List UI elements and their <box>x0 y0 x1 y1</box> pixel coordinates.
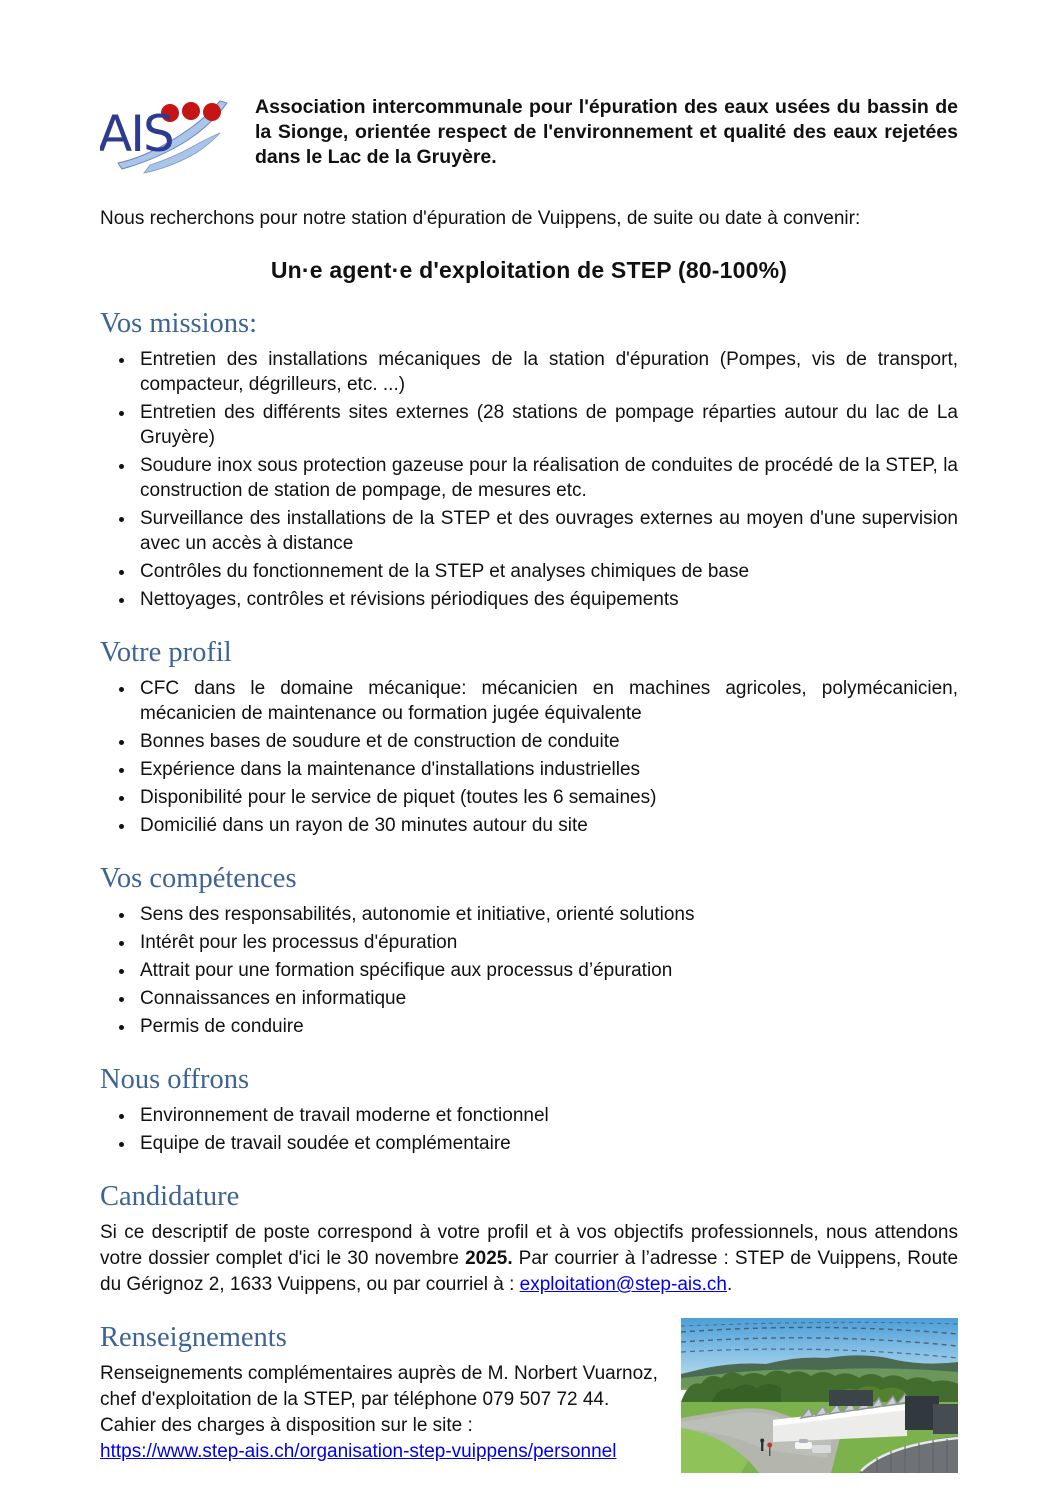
ais-logo <box>100 95 232 175</box>
logo-dot <box>203 103 221 121</box>
candidature-text-after: . <box>726 1274 733 1295</box>
section-heading-offrons: Nous offrons <box>100 1064 250 1095</box>
renseignements-line2: Cahier des charges à disposition sur le site : <box>100 1415 473 1436</box>
bullet-item: • Contrôles du fonctionnement de la STEP et analyses chimiques de base <box>136 559 958 584</box>
bullet-item: • Intérêt pour les processus d'épuration <box>136 930 958 955</box>
ais-logo-graphic <box>100 95 232 175</box>
bullet-item: • Entretien des installations mécaniques de la station d'épuration (Pompes, vis de transport, compacteur, dégrilleurs, etc. ...) <box>136 347 958 397</box>
header <box>100 95 958 175</box>
section-heading-renseignements: Renseignements <box>100 1322 287 1353</box>
section-heading-profil: Votre profil <box>100 637 232 668</box>
association-tagline: Association intercommunale pour l'épuration des eaux usées du bassin de la Sionge, orientée respect de l'environnement et qualité des eaux rejetées dans le Lac de la Gruyère. <box>255 96 958 168</box>
candidature-paragraph <box>100 1220 958 1298</box>
competences-list <box>100 902 958 1039</box>
bullet-item: • Expérience dans la maintenance d'installations industrielles <box>136 757 958 782</box>
bullet-item: • Attrait pour une formation spécifique aux processus d’épuration <box>136 958 958 983</box>
renseignements-column <box>100 1322 678 1473</box>
bullet-item: • Equipe de travail soudée et complémentaire <box>136 1131 958 1156</box>
bullet-item: • Connaissances en informatique <box>136 986 958 1011</box>
logo-text: AIS <box>100 105 173 163</box>
bullet-item: • Surveillance des installations de la STEP et des ouvrages externes au moyen d'une supervision avec un accès à distance <box>136 506 958 556</box>
email-link[interactable]: exploitation@step-ais.ch <box>519 1274 727 1295</box>
site-url-link[interactable]: https://www.step-ais.ch/organisation-step-vuippens/personnel <box>100 1441 617 1462</box>
step-plant-photo <box>681 1318 958 1473</box>
bullet-item: • Permis de conduire <box>136 1014 958 1039</box>
intro-line: Nous recherchons pour notre station d'épuration de Vuippens, de suite ou date à convenir: <box>100 208 861 229</box>
renseignements-row <box>100 1322 958 1473</box>
candidature-text-before: Si ce descriptif de poste correspond à votre profil et à vos objectifs professionnels, nous attendons votre dossier complet d'ici le 30 novembre <box>100 1222 958 1269</box>
bullet-item: • Domicilié dans un rayon de 30 minutes autour du site <box>136 813 958 838</box>
bullet-item: • Nettoyages, contrôles et révisions périodiques des équipements <box>136 587 958 612</box>
section-heading-candidature: Candidature <box>100 1181 240 1212</box>
logo-dot <box>182 102 200 120</box>
candidature-deadline: 2025. <box>465 1248 513 1269</box>
section-heading-competences: Vos compétences <box>100 863 297 894</box>
section-heading-missions: Vos missions: <box>100 308 258 339</box>
bullet-item: • Soudure inox sous protection gazeuse pour la réalisation de conduites de procédé de la STEP, la construction de station de pompage, de mesures etc. <box>136 453 958 503</box>
offrons-list <box>100 1103 958 1156</box>
bullet-item: • CFC dans le domaine mécanique: mécanicien en machines agricoles, polymécanicien, mécanicien de maintenance ou formation jugée équivalente <box>136 676 958 726</box>
bullet-item: • Entretien des différents sites externes (28 stations de pompage réparties autour du lac de La Gruyère) <box>136 400 958 450</box>
missions-list <box>100 347 958 612</box>
job-title: Un·e agent·e d'exploitation de STEP (80-100%) <box>270 257 788 283</box>
candidature-text-middle: Par courrier à l’adresse : STEP de Vuippens, Route du Gérignoz 2, 1633 Vuippens, ou par courriel à : <box>100 1248 959 1295</box>
renseignements-line1: Renseignements complémentaires auprès de M. Norbert Vuarnoz, chef d'exploitation de la STEP, par téléphone 079 507 72 44. <box>100 1363 658 1410</box>
profil-list <box>100 676 958 838</box>
bullet-item: • Bonnes bases de soudure et de construction de conduite <box>136 729 958 754</box>
bullet-item: • Disponibilité pour le service de piquet (toutes les 6 semaines) <box>136 785 958 810</box>
bullet-item: • Environnement de travail moderne et fonctionnel <box>136 1103 958 1128</box>
bullet-item: • Sens des responsabilités, autonomie et initiative, orienté solutions <box>136 902 958 927</box>
